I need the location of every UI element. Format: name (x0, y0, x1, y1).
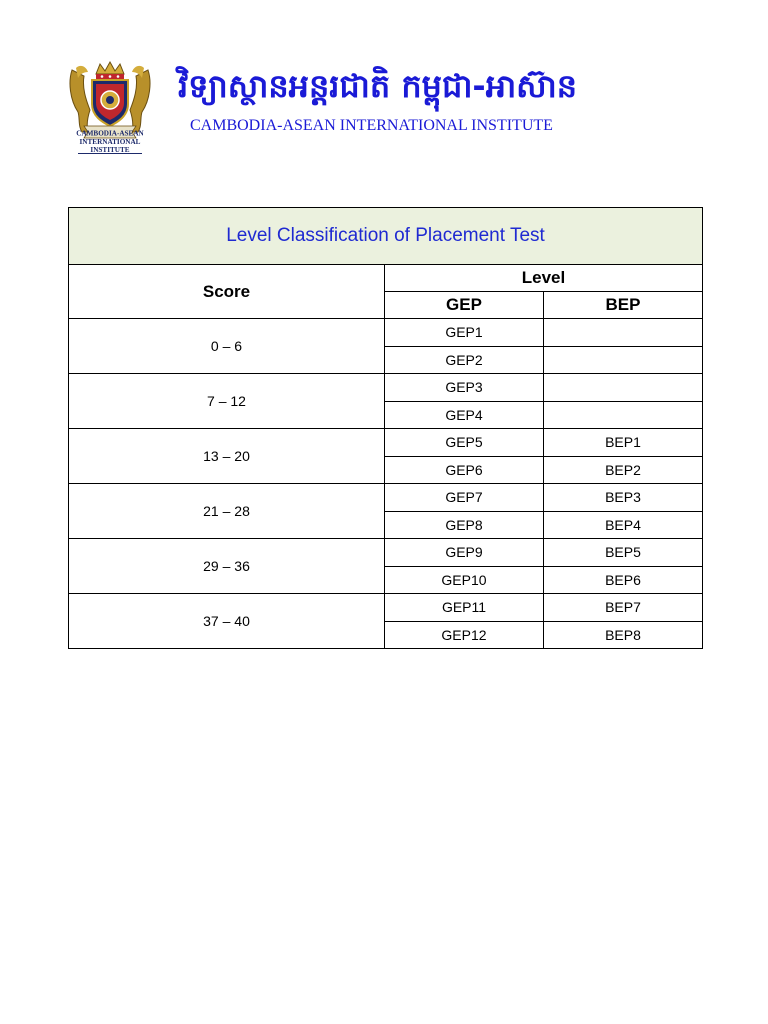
gep-cell: GEP6 (385, 456, 544, 484)
bep-cell: BEP2 (544, 456, 703, 484)
bep-cell: BEP7 (544, 594, 703, 622)
gep-cell: GEP8 (385, 511, 544, 539)
table-caption: Level Classification of Placement Test (69, 208, 703, 265)
gep-cell: GEP1 (385, 319, 544, 347)
table-row (69, 319, 703, 347)
logo-text-line-3: INSTITUTE (90, 146, 130, 154)
table-row (69, 594, 703, 622)
gep-cell: GEP11 (385, 594, 544, 622)
bep-cell (544, 319, 703, 347)
table-row (69, 374, 703, 402)
khmer-institute-title: វិទ្យាស្ថានអន្តរជាតិ កម្ពុជា-អាស៊ាន (178, 67, 578, 105)
bep-header: BEP (544, 292, 703, 319)
bep-cell: BEP5 (544, 539, 703, 567)
gep-cell: GEP4 (385, 401, 544, 429)
logo-text-line-1: CAMBODIA-ASEAN (76, 129, 144, 138)
gep-cell: GEP12 (385, 621, 544, 649)
score-range-cell: 37 – 40 (69, 594, 385, 649)
level-classification-table (68, 207, 703, 649)
score-range-cell: 7 – 12 (69, 374, 385, 429)
table-row (69, 484, 703, 512)
score-range-cell: 13 – 20 (69, 429, 385, 484)
score-range-cell: 21 – 28 (69, 484, 385, 539)
institute-logo (66, 60, 154, 154)
table-row (69, 539, 703, 567)
gep-cell: GEP5 (385, 429, 544, 457)
table-row (69, 429, 703, 457)
bep-cell: BEP8 (544, 621, 703, 649)
score-header: Score (69, 265, 385, 319)
gep-header: GEP (385, 292, 544, 319)
gep-cell: GEP9 (385, 539, 544, 567)
gep-cell: GEP2 (385, 346, 544, 374)
gep-cell: GEP7 (385, 484, 544, 512)
level-header: Level (385, 265, 703, 292)
gep-cell: GEP10 (385, 566, 544, 594)
logo-text-line-2: INTERNATIONAL (79, 138, 141, 146)
english-institute-title: CAMBODIA-ASEAN INTERNATIONAL INSTITUTE (190, 117, 553, 134)
bep-cell: BEP6 (544, 566, 703, 594)
score-range-cell: 0 – 6 (69, 319, 385, 374)
gep-cell: GEP3 (385, 374, 544, 402)
bep-cell (544, 401, 703, 429)
bep-cell (544, 374, 703, 402)
bep-cell: BEP4 (544, 511, 703, 539)
bep-cell: BEP1 (544, 429, 703, 457)
crest-icon (66, 60, 154, 154)
bep-cell: BEP3 (544, 484, 703, 512)
score-range-cell: 29 – 36 (69, 539, 385, 594)
bep-cell (544, 346, 703, 374)
